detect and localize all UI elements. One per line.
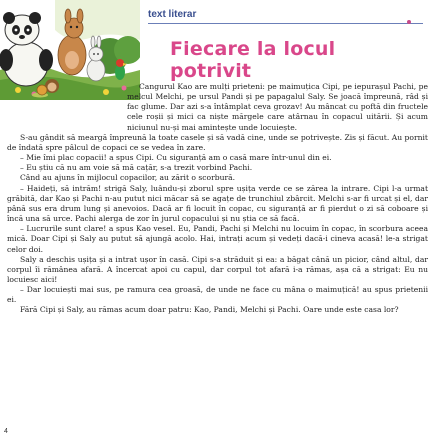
section-label: text literar	[148, 9, 197, 20]
page-number: 4	[4, 428, 8, 435]
story-paragraph: Fără Cipi și Saly, au rămas acum doar patru: Kao, Pandi, Melchi și Pachi. Oare unde este casa lor?	[20, 305, 399, 315]
story-paragraph: Saly a deschis ușița și a intrat ușor în casă. Cipi s-a străduit și ea: a băgat cână un picior, când altul, dar corpul îi rămânea afară. A încercat apoi cu capul, dar corpul tot afară i-a rămas, așa că a strigat: Eu nu locuiesc aici!	[7, 254, 428, 284]
header-dot-ornament	[407, 20, 411, 24]
story-paragraph: Cangurul Kao are mulți prieteni: pe maimuțica Cipi, pe iepurașul Pachi, pe melcul Melchi, pe ursul Pandi și pe papagalul Saly. Se joacă împreună, râd și fac glume. Dar azi s-a întâmplat ceva grozav! Au mâncat cu poftă din fructele cele roșii și mici ca niște mărgele care atârnau în copacul uitării. Și acum niciunul nu-și mai amintește unde locuiește.	[127, 82, 428, 132]
panda-icon	[0, 12, 53, 86]
story-paragraph: – Haideți, să intrăm! strigă Saly, luându-și zborul spre ușița verde ce se zărea la intrare. Cipi l-a urmat grăbită, dar Kao și Pachi n-au putut nici măcar să se agațe de trunchiul zbârcit. Melchi s-ar fi urcat și el, dar până sus era drum lung și anevoios. Dacă ar fi locuit în copac, cu siguranță ar fi pierdut o zi să coboare și încă una să urce. Pachi alerga de zor în jurul copacului și nu știa ce să facă.	[7, 183, 428, 224]
story-paragraph: – Lucrurile sunt clare! a spus Kao vesel. Eu, Pandi, Pachi și Melchi nu locuim în copac, în scorbura aceea mică. Doar Cipi și Saly au putut să ajungă acolo. Hai, intrați acum și vedeți dacă-i cineva acasă! le-a strigat celor doi.	[7, 224, 428, 254]
story-paragraph: – Eu știu că nu am voie să mă cațăr, s-a trezit vorbind Pachi.	[20, 163, 253, 173]
story-paragraph: Când au ajuns în mijlocul copacilor, au zărit o scorbură.	[20, 173, 236, 183]
story-paragraph: – Dar locuiești mai sus, pe ramura cea groasă, de unde ne face cu mâna o maimuțică! au spus prietenii ei.	[7, 285, 428, 305]
story-paragraph: S-au gândit să meargă împreună la toate casele și să vadă cine, unde se potrivește. Zis și făcut. Au pornit de îndată spre pâlcul de copaci ce se vedea în zare.	[7, 132, 428, 152]
story-paragraph: – Mie îmi plac copacii! a spus Cipi. Cu siguranță am o casă mare într-unul din ei.	[20, 153, 332, 163]
story-body	[7, 82, 428, 316]
story-title: Fiecare la locul potrivit	[170, 38, 336, 82]
header-divider	[148, 23, 423, 24]
